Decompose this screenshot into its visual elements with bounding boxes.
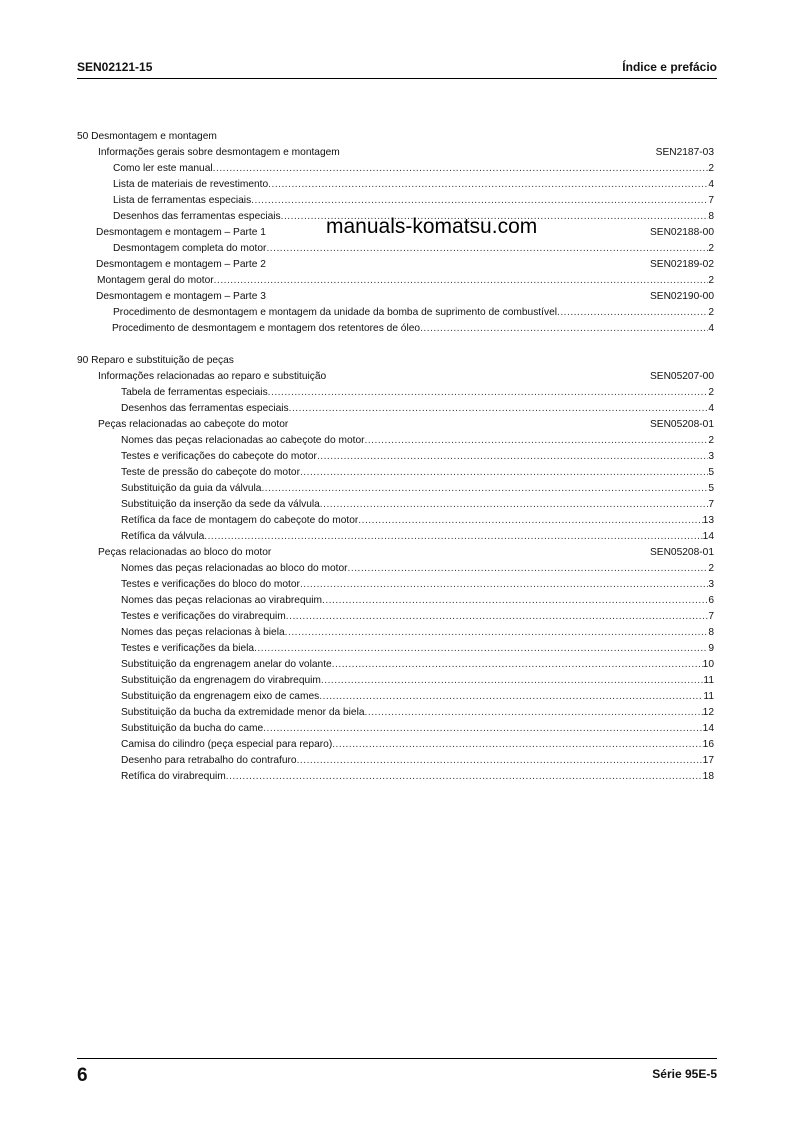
toc-chapter[interactable] [98, 146, 714, 160]
toc-page-number: 2 [708, 563, 714, 574]
toc-title: Substituição da bucha da extremidade menor da biela [121, 707, 365, 718]
toc-title: Peças relacionadas ao bloco do motor [98, 547, 272, 558]
toc-page-number: 5 [708, 467, 714, 478]
toc-document-code: SEN05208-01 [649, 419, 714, 430]
toc-title: Procedimento de desmontagem e montagem dos retentores de óleo [112, 323, 421, 334]
dot-leader [317, 450, 708, 464]
toc-title: Como ler este manual [113, 163, 213, 174]
toc-page-number: 10 [702, 659, 714, 670]
dot-leader [300, 578, 708, 592]
toc-entry[interactable] [121, 770, 714, 784]
dot-leader [348, 562, 709, 576]
toc-page-number: 2 [708, 387, 714, 398]
dot-leader [322, 594, 708, 608]
toc-chapter[interactable] [98, 418, 714, 432]
toc-document-code: SEN05208-01 [649, 547, 714, 558]
toc-entry[interactable] [121, 386, 714, 400]
dot-leader [320, 498, 709, 512]
toc-title: Informações relacionadas ao reparo e substituição [98, 371, 327, 382]
toc-entry[interactable] [121, 738, 714, 752]
dot-leader [289, 402, 709, 416]
toc-title: Testes e verificações do bloco do motor [121, 579, 300, 590]
toc-page-number: 4 [708, 403, 714, 414]
toc-title: Informações gerais sobre desmontagem e montagem [98, 147, 340, 158]
toc-entry[interactable] [97, 274, 714, 288]
toc-title: Substituição da inserção da sede da válvula [121, 499, 320, 510]
toc-entry[interactable] [121, 754, 714, 768]
toc-page-number: 8 [708, 211, 714, 222]
document-code: SEN02121-15 [77, 60, 153, 74]
toc-title: Substituição da engrenagem anelar do volante [121, 659, 332, 670]
toc-page-number: 6 [708, 595, 714, 606]
toc-page-number: 14 [702, 531, 714, 542]
toc-title: Nomes das peças relacionas ao virabrequim [121, 595, 323, 606]
toc-title: Desenhos das ferramentas especiais [121, 403, 289, 414]
toc-section[interactable] [77, 354, 714, 368]
toc-title: Nomes das peças relacionas à biela [121, 627, 285, 638]
toc-entry[interactable] [121, 562, 714, 576]
toc-entry[interactable] [121, 434, 714, 448]
toc-page-number: 14 [702, 723, 714, 734]
page-footer [77, 1058, 717, 1086]
toc-title: Testes e verificações do virabrequim [121, 611, 286, 622]
watermark: manuals-komatsu.com [326, 215, 538, 238]
toc-entry[interactable] [113, 306, 714, 320]
toc-entry[interactable] [113, 194, 714, 208]
toc-title: Substituição da guia da válvula [121, 483, 262, 494]
toc-page-number: 18 [702, 771, 714, 782]
dot-leader [420, 322, 708, 336]
toc-title: Desmontagem e montagem – Parte 2 [96, 259, 266, 270]
toc-page-number: 4 [708, 323, 714, 334]
toc-title: Retífica do virabrequim [121, 771, 226, 782]
toc-page-number: 4 [708, 179, 714, 190]
toc-entry[interactable] [121, 530, 714, 544]
toc-page-number: 11 [703, 675, 714, 686]
toc-page-number: 11 [703, 691, 714, 702]
dot-leader [319, 690, 703, 704]
toc-title: Nomes das peças relacionadas ao bloco do motor [121, 563, 348, 574]
toc-title: Substituição da engrenagem do virabrequim [121, 675, 321, 686]
toc-title: Substituição da bucha do came [121, 723, 264, 734]
series-label: Série 95E-5 [652, 1067, 717, 1081]
toc-page-number: 7 [708, 195, 714, 206]
toc-entry[interactable] [121, 642, 714, 656]
dot-leader [365, 706, 703, 720]
toc-page-number: 8 [708, 627, 714, 638]
dot-leader [332, 658, 703, 672]
toc-title: Procedimento de desmontagem e montagem da unidade da bomba de suprimento de combustível [113, 307, 557, 318]
toc-page-number: 3 [708, 579, 714, 590]
toc-title: Retífica da válvula [121, 531, 205, 542]
toc-entry[interactable] [121, 466, 714, 480]
dot-leader [254, 642, 708, 656]
toc-title: Testes e verificações da biela [121, 643, 255, 654]
toc-entry[interactable] [121, 498, 714, 512]
toc-title: Testes e verificações do cabeçote do motor [121, 451, 317, 462]
dot-leader [213, 162, 709, 176]
toc-title: Lista de ferramentas especiais [113, 195, 252, 206]
toc-title: Desmontagem completa do motor [113, 243, 267, 254]
toc-entry[interactable] [121, 450, 714, 464]
dot-leader [300, 466, 708, 480]
toc-entry[interactable] [121, 658, 714, 672]
toc-entry[interactable] [121, 610, 714, 624]
toc-entry[interactable] [113, 178, 714, 192]
dot-leader [263, 722, 703, 736]
toc-page-number: 7 [708, 611, 714, 622]
toc-page-number: 13 [702, 515, 714, 526]
page-header [77, 60, 717, 79]
toc-title: Desmontagem e montagem – Parte 3 [96, 291, 266, 302]
toc-chapter[interactable] [96, 290, 714, 304]
dot-leader [358, 514, 702, 528]
toc-entry[interactable] [121, 690, 714, 704]
toc-entry[interactable] [121, 706, 714, 720]
toc-chapter[interactable] [98, 370, 714, 384]
dot-leader [214, 274, 709, 288]
dot-leader [297, 754, 703, 768]
page-number: 6 [77, 1065, 88, 1086]
toc-page-number: 2 [708, 163, 714, 174]
toc-entry[interactable] [121, 674, 714, 688]
toc-title: 50 Desmontagem e montagem [77, 131, 217, 142]
toc-entry[interactable] [121, 626, 714, 640]
toc-title: Desenho para retrabalho do contrafuro [121, 755, 297, 766]
toc-entry[interactable] [121, 594, 714, 608]
toc-title: Desenhos das ferramentas especiais [113, 211, 281, 222]
toc-document-code: SEN05207-00 [649, 371, 714, 382]
dot-leader [286, 610, 709, 624]
toc-title: Peças relacionadas ao cabeçote do motor [98, 419, 289, 430]
toc-title: Camisa do cilindro (peça especial para reparo) [121, 739, 333, 750]
toc-title: 90 Reparo e substituição de peças [77, 355, 234, 366]
toc-title: Lista de materiais de revestimento [113, 179, 269, 190]
toc-page-number: 2 [708, 275, 714, 286]
toc-page-number: 2 [708, 243, 714, 254]
dot-leader [321, 674, 704, 688]
toc-title: Teste de pressão do cabeçote do motor [121, 467, 300, 478]
toc-chapter[interactable] [96, 258, 714, 272]
dot-leader [268, 178, 708, 192]
toc-page-number: 17 [702, 755, 714, 766]
dot-leader [268, 386, 709, 400]
dot-leader [266, 242, 708, 256]
section-title: Índice e prefácio [622, 60, 717, 74]
toc-entry[interactable] [113, 162, 714, 176]
toc-document-code: SEN02188-00 [649, 227, 714, 238]
toc-entry[interactable] [113, 242, 714, 256]
toc-section[interactable] [77, 130, 714, 144]
toc-document-code: SEN02189-02 [649, 259, 714, 270]
toc-title: Desmontagem e montagem – Parte 1 [96, 227, 266, 238]
toc-title: Substituição da engrenagem eixo de cames [121, 691, 320, 702]
toc-document-code: SEN02190-00 [649, 291, 714, 302]
toc-page-number: 12 [702, 707, 714, 718]
dot-leader [285, 626, 709, 640]
toc-title: Tabela de ferramentas especiais [121, 387, 268, 398]
toc-entry[interactable] [121, 482, 714, 496]
toc-page-number: 2 [708, 307, 714, 318]
dot-leader [557, 306, 708, 320]
toc-title: Montagem geral do motor [97, 275, 214, 286]
dot-leader [365, 434, 709, 448]
toc-document-code: SEN2187-03 [655, 147, 714, 158]
toc-page-number: 5 [708, 483, 714, 494]
dot-leader [251, 194, 708, 208]
dot-leader [261, 482, 708, 496]
toc-page-number: 9 [708, 643, 714, 654]
dot-leader [226, 770, 703, 784]
toc-entry[interactable] [121, 578, 714, 592]
toc-entry[interactable] [112, 322, 714, 336]
toc-page-number: 3 [708, 451, 714, 462]
toc-page-number: 16 [702, 739, 714, 750]
toc-title: Retífica da face de montagem do cabeçote do motor [121, 515, 359, 526]
toc-title: Nomes das peças relacionadas ao cabeçote do motor [121, 435, 365, 446]
toc-entry[interactable] [121, 722, 714, 736]
dot-leader [204, 530, 702, 544]
dot-leader [332, 738, 702, 752]
toc-entry[interactable] [121, 402, 714, 416]
toc-entry[interactable] [121, 514, 714, 528]
toc-chapter[interactable] [98, 546, 714, 560]
toc-page-number: 2 [708, 435, 714, 446]
toc-page-number: 7 [708, 499, 714, 510]
